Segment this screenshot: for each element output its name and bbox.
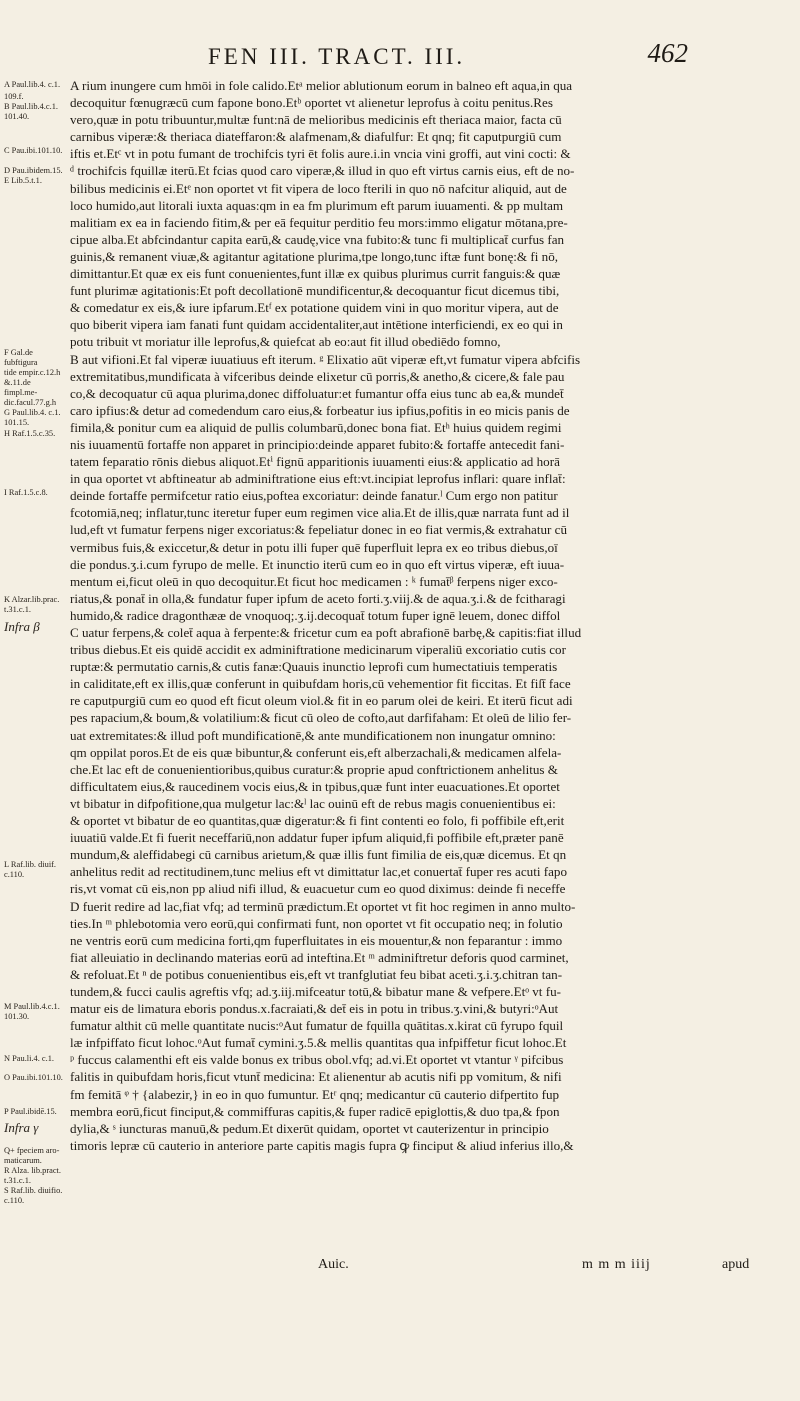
text-line: ris,vt vomat cū eis,non pp aliud nifi illud, & euacuetur cum eo quod diximus: deinde fi neceffe xyxy=(70,881,566,897)
text-line: iuuatiū valde.Et fi fuerit neceffariū,non addatur fuper ipfum aliquid,fi poffibile eft,præter panē xyxy=(70,830,564,846)
text-line: ᵈ trochifcis fquillæ iterū.Et fcias quod caro viperæ,& illud in quo eft virtus carnis eius, eft de no- xyxy=(70,163,575,179)
text-line: bilibus medicinis ei.Etᵉ non oportet vt fit vipera de loco fterili in quo nō nafcitur aliquid, aut de xyxy=(70,180,567,196)
text-line: A rium inungere cum hmōi in fole calido.Etᵃ melior ablutionum eorum in balneo eft aqua,in qua xyxy=(70,78,573,93)
text-line: iftis et.Etᶜ vt in potu fumant de trochifcis tyri ēt folis aure.i.in vncia vini groffi, aut vini cocti: & xyxy=(70,146,571,162)
text-line: potu tribuit vt moriatur ille leprofus,& quiefcat ab eo:aut fit illud obediēdo fomno, xyxy=(70,334,501,350)
margin-note: D Pau.ibidem.15. E Lib.5.t.1. xyxy=(4,166,63,185)
margin-note: Q+ fpeciem aro- maticarum. R Alza. lib.pract. t.31.c.1. S Raf.lib. diuifio. c.110. xyxy=(4,1146,63,1205)
margin-note: 109.f. B Paul.lib.4.c.1. 101.40. xyxy=(4,92,58,121)
text-line: lud,eft vt fumatur ferpens niger excoriatus:& fepeliatur donec in eo fiat vermis,& extrahatur cū xyxy=(70,522,568,538)
margin-note: M Paul.lib.4.c.1. 101.30. xyxy=(4,1002,60,1021)
text-line: ne ventris eorū cum medicina forti,qm fuperfluitates in eis mouentur,& non feparantur : immo xyxy=(70,932,563,948)
text-line: quo biberit vipera iam fanati funt quidam accidentaliter,aut intētione interficiendi, ex eo qui in xyxy=(70,317,563,333)
text-line: tundem,& fucci caulis agreftis vfq; ad.ʒ.iij.mifceatur totū,& bibatur mane & vefpere.Etᵒ vt fu- xyxy=(70,983,561,999)
text-line: falitis in quibufdam horis,ficut vtunt̄ medicina: Et alienentur ab acutis nifi pp vomitum, & nifi xyxy=(70,1069,562,1085)
text-line: guinis,& remanent viuæ,& agitantur agitatione plurima,tpe longo,tunc iftæ funt bonę:& fi nō, xyxy=(70,248,559,264)
text-line: mundum,& aleffidabegi cū carnibus arietum,& quæ illis funt fimilia de eis,quæ dicemus. Et qn xyxy=(70,847,567,863)
text-line: tribus diebus.Et eis quidē accidit ex adminiftratione medicinarum viperaliū excoriatio cutis cor xyxy=(70,642,566,658)
text-line: C uatur ferpens,& colet̄ aqua à ferpente:& fricetur cum ea poft abrafionē barbę,& capitis:fiat illud xyxy=(70,625,582,640)
text-line: ruptæ:& permutatio carnis,& cutis fanæ:Quauis inunctio leprofi cum humectatiuis temperatis xyxy=(70,659,558,675)
margin-note: N Pau.li.4. c.1. xyxy=(4,1054,55,1063)
text-line: vt bibatur in difpofitione,qua mulgetur lac:&ˡ lac ouinū eft de rebus magis conuenientibus ei: xyxy=(70,795,556,811)
page-header xyxy=(0,36,800,76)
text-line: carnibus viperæ:& theriaca diateffaron:& alafmenam,& diafulfur: Et qnq; fit caputpurgiū cum xyxy=(70,129,562,145)
text-line: fm femitā ᵠ † {alabezir,} in eo in quo fumuntur. Etʳ qnq; medicantur cū cauterio difpertito fup xyxy=(70,1086,560,1102)
text-line: & oportet vt bibatur de eo quantitas,quæ digeratur:& fi fint contenti eo folo, fi poffibile eft,erit xyxy=(70,813,565,829)
margin-note: I Raf.1.5.c.8. xyxy=(4,488,48,497)
text-line: timoris lepræ cū cauterio in anteriore parte capitis magis fupra ꝙ finciput & aliud inferius illo,& xyxy=(70,1137,574,1153)
margin-note: O Pau.ibi.101.10. xyxy=(4,1073,63,1082)
text-line: deinde fortaffe permifcetur ratio eius,poftea excoriatur: deinde fanatur.ˡ Cum ergo non patitur xyxy=(70,488,558,504)
text-line: dimittantur.Et quæ ex eis funt conuenientes,funt illæ ex quibus plurimus currit fanguis:& quæ xyxy=(70,266,561,282)
text-line: anhelitus redit ad rectitudinem,tunc melius eft vt dimittatur lac,et conuertat̄ fuper res acuti fapo xyxy=(70,864,568,880)
text-line: extremitatibus,mundificata à vifceribus deinde elixetur cū porris,& anetho,& cicere,& fale pau xyxy=(70,368,565,384)
text-line: uat extremitates:& illud poft mundificationē,& ante mundificationem non inungatur omnino: xyxy=(70,727,556,743)
margin-note: H Raf.1.5.c.35. xyxy=(4,429,56,438)
signature-mark: m m m iiij xyxy=(582,1257,651,1272)
text-line: fimila,& ponitur cum ea aliquid de pullis columbarū,donec bona fiat. Etʰ huius quidem regimi xyxy=(70,419,562,435)
margin-note: Infra γ xyxy=(4,1120,39,1135)
text-line: funt plurimæ agitationis:Et poft decollationē mundificentur,& decoquantur ficut dicemus tibi, xyxy=(70,283,560,299)
text-line: & comedatur ex eis,& iure ipfarum.Etᶠ ex potatione quidem vini in quo moritur vipera, aut de xyxy=(70,300,559,316)
text-line: malitiam ex ea in faciendo fitim,& per eā fequitur perditio feu mors:immo eligatur mōtana,pre- xyxy=(70,214,568,230)
text-line: re caputpurgiū cum eo quod eft ficut oleum viol.& fit in eo parum olei de keiri. Et iterū ficut adi xyxy=(70,693,573,709)
text-line: loco humido,aut litorali iuxta aquas:qm in ea fm plurimum eft parum iuuamenti. & pp multam xyxy=(70,197,564,213)
text-line: matur eis de limatura eboris pondus.x.facraiati,& det̄ eis in potu in tribus.ʒ.vini,& butyri:ᵒAut xyxy=(70,1001,559,1017)
margin-note: L Raf.lib. diuif. c.110. xyxy=(4,860,57,879)
page-number: 462 xyxy=(647,38,688,68)
text-line: in caliditate,eft ex illis,quæ conferunt in quibufdam horis,cū vehementior fit ficcitas. Et fiſt̄ face xyxy=(70,676,571,692)
text-line: riatus,& ponat̄ in olla,& fundatur fuper ipfum de aceto forti.ʒ.viij.& de aqua.ʒ.i.& de fcitharagi xyxy=(70,590,566,606)
text-line: & refoluat.Et ⁿ de potibus conuenientibus eis,eft vt tranfglutiat feu bibat aceti.ʒ.i.ʒ.chitran tan- xyxy=(70,966,563,982)
text-line: co,& decoquatur cū aqua plurima,donec diffoluatur:et fumantur offa eius tunc ab ea,& mundet̄ xyxy=(70,385,564,401)
text-line: nis iuuamentū fortaffe non apparet in principio:deinde apparet fubito:& fortaffe antecedit fani- xyxy=(70,436,565,452)
margin-note: P Paul.ibidē.15. xyxy=(4,1107,57,1116)
text-line: vero,quæ in potu tribuuntur,multæ funt:nā de melioribus medicinis eft theriaca maior, facta cū xyxy=(70,112,562,128)
text-line: læ infpiffato ficut lohoc.ᵒAut fumat̄ cymini.ʒ.5.& mellis quantitas qua infpiffetur ficut lohoc.Et xyxy=(70,1035,567,1051)
text-line: vermibus fuis,& exiccetur,& detur in potu illi fuper quē fuperfluit lepra ex eo tribus diebus,oī xyxy=(70,539,558,555)
margin-note: Infra β xyxy=(4,619,40,634)
margin-note: K Alzar.lib.prac. t.31.c.1. xyxy=(4,595,60,614)
text-line: D fuerit redire ad lac,fiat vfq; ad terminū prædictum.Et oportet vt fit hoc regimen in anno multo- xyxy=(70,898,576,914)
catchword-apud: apud xyxy=(722,1257,750,1272)
margin-note: C Pau.ibi.101.10. xyxy=(4,146,63,155)
text-line: dylia,& ˢ iuncturas manuū,& pedum.Et dixerūt quidam, oportet vt cauterizentur in principio xyxy=(70,1120,549,1136)
text-line: B aut vifioni.Et fal viperæ iuuatiuus eft iterum. ᵍ Elixatio aūt viperæ eft,vt fumatur vipera abfcifis xyxy=(70,351,581,367)
text-line: mentum ei,ficut oleū in quo decoquitur.Et ficut hoc medicamen : ᵏ fumat̄ᵝ ferpens niger exco- xyxy=(70,573,558,589)
page-footer xyxy=(0,1257,800,1279)
text-line: cipue alba.Et abfcindantur capita earū,& caudę,vice vna fubito:& tunc fi multiplicat̄ curfus fan xyxy=(70,231,565,247)
margin-note: A Paul.lib.4. c.1. xyxy=(4,80,61,89)
text-line: pes rapacium,& boum,& volatilium:& ficut cū oleo de cofto,aut darfifaham: Et oleū de lilio fer- xyxy=(70,710,572,726)
margin-notes xyxy=(4,80,66,1205)
text-body xyxy=(70,77,788,1154)
text-line: caro ipfius:& detur ad comedendum caro eius,& forbeatur ius ipfius,pofitis in eo micis panis de xyxy=(70,402,570,418)
text-line: ties.In ᵐ phlebotomia vero eorū,qui confirmati funt, non oportet vt fit occupatio neq; in folutio xyxy=(70,915,563,931)
text-line: fumatur althit cū melle quantitate nucis:ᵒAut fumatur de fquilla quātitas.x.kirat cū fyrupo fquil xyxy=(70,1018,564,1034)
text-line: membra eorū,ficut finciput,& commiffuras capitis,& fuper radicē epiglottis,& duo tpa,& fpon xyxy=(70,1103,560,1119)
running-head: FEN III. TRACT. III. xyxy=(208,44,466,69)
text-line: difficultatem eius,& raucedinem vocis eius,& in tpibus,quæ funt inter euacuationes.Et oportet xyxy=(70,778,560,794)
text-line: fcotomiā,neq; inflatur,tunc iteretur fuper eum regimen vice alia.Et de illis,quæ narrata funt ad il xyxy=(70,505,570,521)
text-line: ᵖ fuccus calamenthi eft eis valde bonus ex tribus obol.vfq; ad.vi.Et oportet vt vtantur ᵞ pifcibus xyxy=(70,1052,564,1068)
text-line: fiat alleuiatio in declinando materias eorū ad inteftina.Et ᵐ adminiftretur deforis quod carminet, xyxy=(70,949,569,965)
text-line: humido,& radice dragonthææ de vnoquoq;.ʒ.ij.decoquat̄ totum fuper ignē leuem, donec diffol xyxy=(70,607,561,623)
text-line: tatem feparatio rōnis diebus aliquot.Etⁱ fignū apparitionis iuuamenti eius:& applicatio ad horā xyxy=(70,454,560,470)
margin-note: F Gal.de fubftigura tide empir.c.12.h &.11.de fimpl.me- dic.facul.77.g.h G Paul.lib.4. c.1. 101.15. xyxy=(4,348,61,427)
text-line: qm oppilat poros.Et de eis quæ bibuntur,& conferunt eis,eft alberzachali,& medicamen alfela- xyxy=(70,744,562,760)
text-line: die pondus.ʒ.i.cum fyrupo de melle. Et inunctio iterū cum eo in quo eft virtus viperæ, eft iuua- xyxy=(70,556,565,572)
text-line: che.Et lac eft de conuenientioribus,quibus curatur:& proprie apud conftrictionem anhelitus & xyxy=(70,761,558,777)
text-line: decoquitur fœnugræcū cum fapone bono.Etᵇ oportet vt alienetur leprofus à coitu penitus.Res xyxy=(70,95,553,111)
catchword-auic: Auic. xyxy=(318,1257,349,1272)
text-line: in qua oportet vt abftineatur ab adminiftratione eius eft:vt.incipiat leprofus inflari: quare inflat̄: xyxy=(70,471,566,487)
